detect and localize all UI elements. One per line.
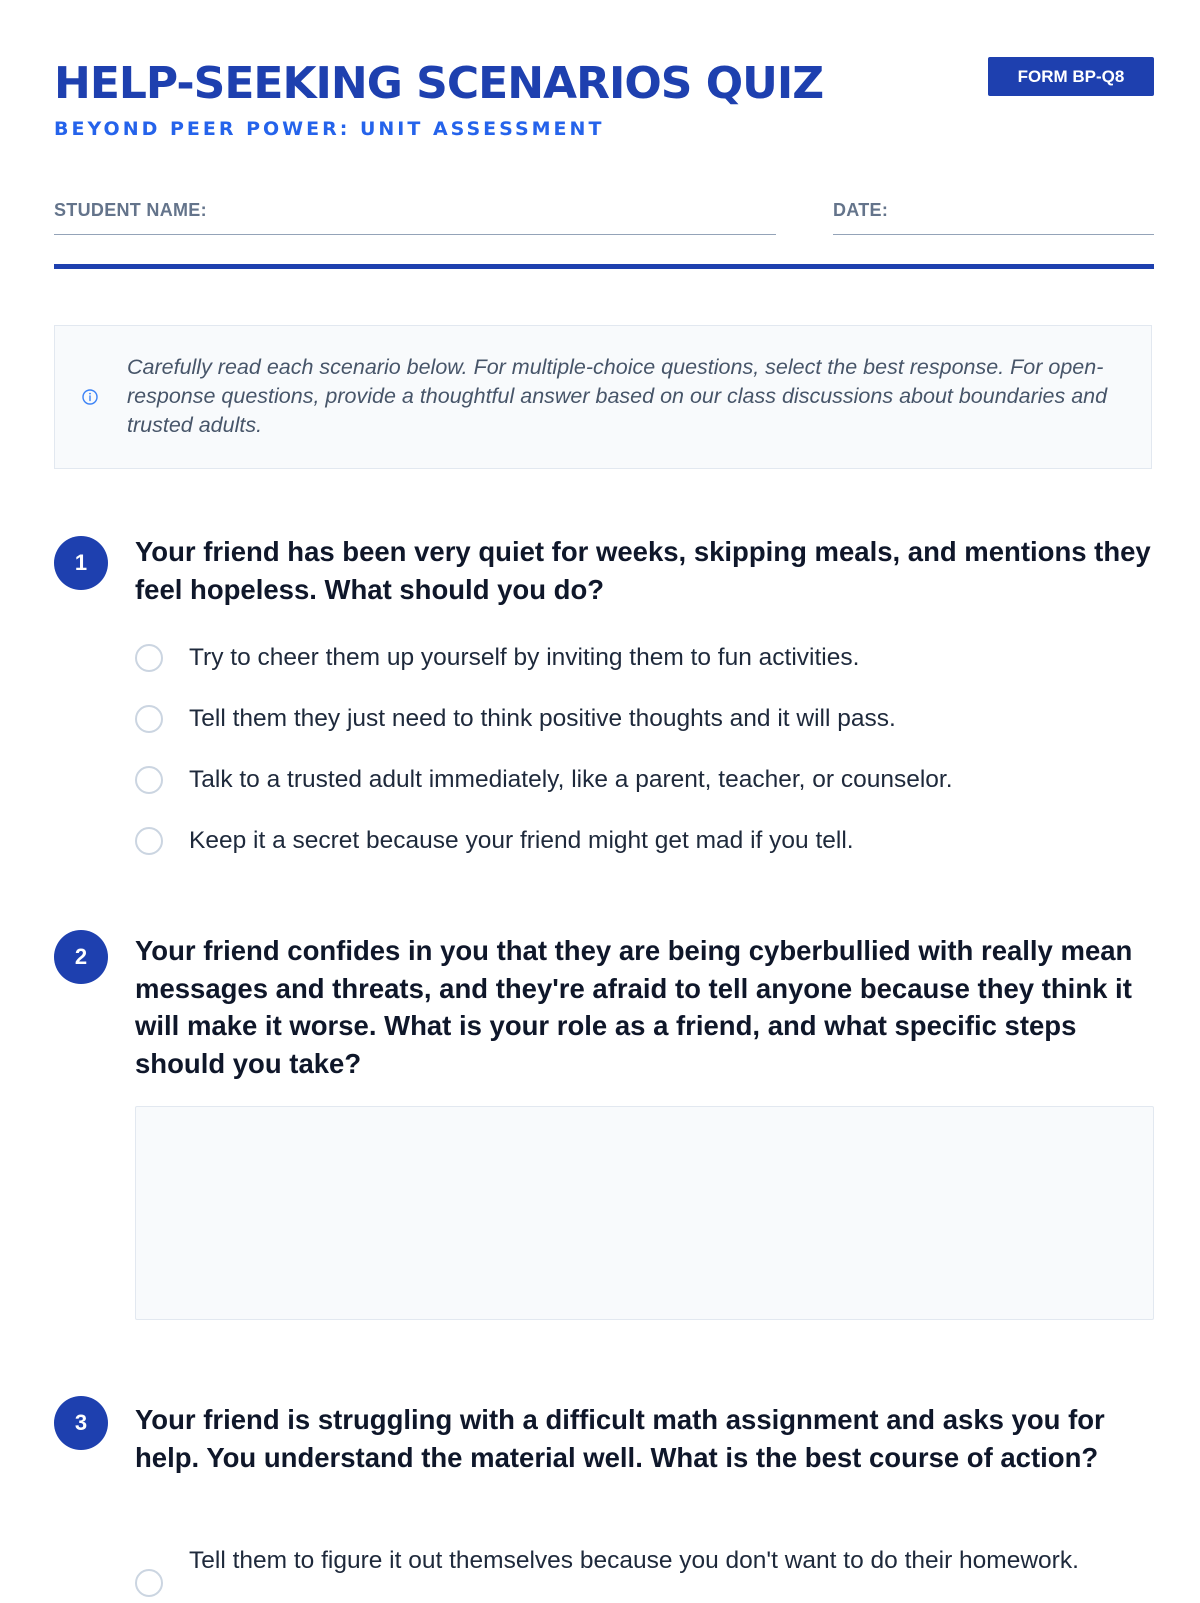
answer-option[interactable]	[135, 823, 1154, 863]
answer-option[interactable]	[135, 1543, 1154, 1603]
answer-option[interactable]	[135, 762, 1154, 802]
answer-option[interactable]	[135, 640, 1154, 680]
student-name-label: STUDENT NAME:	[54, 200, 207, 220]
radio-button[interactable]	[135, 644, 163, 672]
radio-button[interactable]	[135, 705, 163, 733]
question-text: Your friend confides in you that they are being cyberbullied with really mean messages and threats, and they're afraid to tell anyone because they think it will make it worse. What is your role as a friend, and what specific steps should you take?	[135, 935, 1133, 1079]
option-label: Try to cheer them up yourself by inviting them to fun activities.	[189, 644, 860, 671]
answer-option[interactable]	[135, 701, 1154, 741]
question-number-badge: 3	[54, 1396, 108, 1450]
question-number-badge: 2	[54, 930, 108, 984]
option-label: Talk to a trusted adult immediately, like a parent, teacher, or counselor.	[189, 766, 953, 793]
question-text: Your friend has been very quiet for weeks, skipping meals, and mentions they feel hopeless. What should you do?	[135, 536, 1151, 605]
question-number-badge: 1	[54, 536, 108, 590]
date-label: DATE:	[833, 200, 889, 220]
page-title: HELP-SEEKING SCENARIOS QUIZ	[54, 58, 824, 109]
student-name-field[interactable]	[54, 196, 776, 235]
radio-button[interactable]	[135, 827, 163, 855]
option-label: Keep it a secret because your friend might get mad if you tell.	[189, 827, 854, 854]
option-label: Tell them they just need to think positive thoughts and it will pass.	[189, 705, 896, 732]
option-label: Tell them to figure it out themselves because you don't want to do their homework.	[189, 1547, 1079, 1574]
question-text: Your friend is struggling with a difficult math assignment and asks you for help. You understand the material well. What is the best course of action?	[135, 1404, 1105, 1473]
instructions-box	[54, 325, 1152, 469]
header-divider	[54, 264, 1154, 269]
radio-button[interactable]	[135, 766, 163, 794]
date-field[interactable]	[833, 196, 1154, 235]
radio-button[interactable]	[135, 1569, 163, 1597]
header	[54, 50, 1154, 150]
info-icon	[81, 388, 99, 406]
page-subtitle: BEYOND PEER POWER: UNIT ASSESSMENT	[54, 118, 605, 140]
instructions-text: Carefully read each scenario below. For multiple-choice questions, select the best response. For open-response questions, provide a thoughtful answer based on our class discussions about boundaries and trusted adults.	[127, 355, 1108, 437]
open-response-textarea[interactable]	[135, 1106, 1154, 1320]
form-badge: FORM BP-Q8	[988, 57, 1154, 96]
